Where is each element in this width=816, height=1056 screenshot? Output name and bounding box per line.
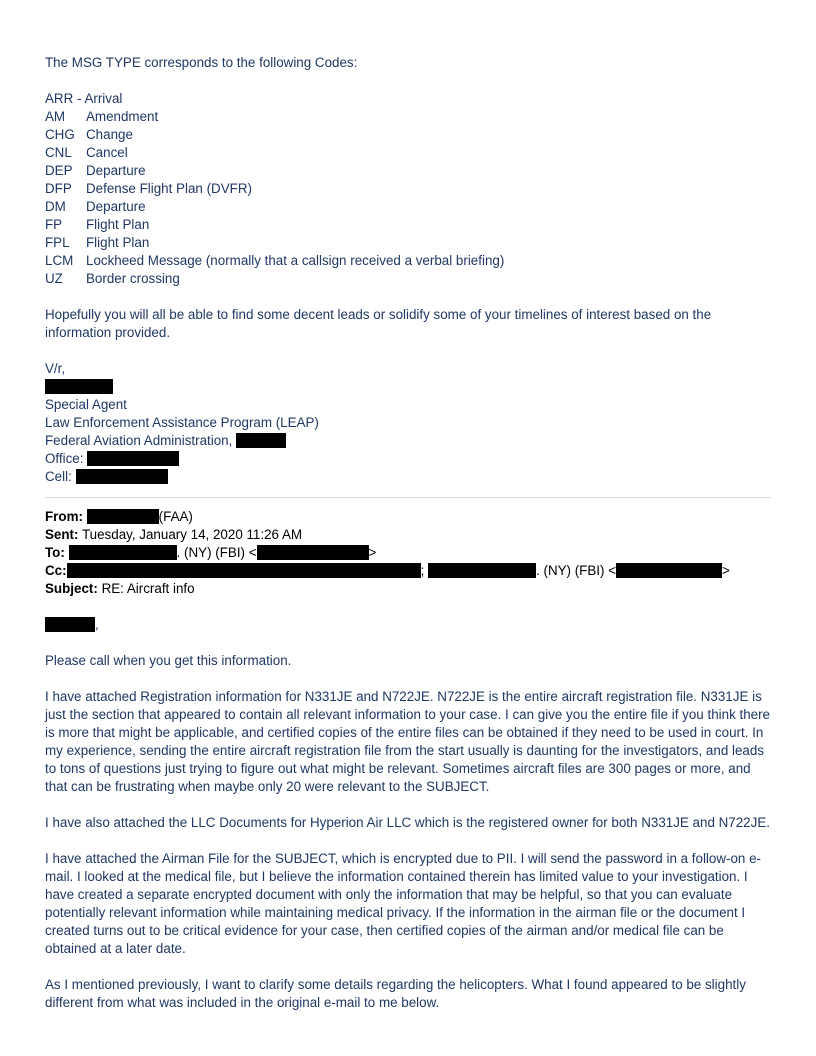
closing-paragraph: Hopefully you will all be able to find some decent leads or solidify some of your timelines of interest based on the information provided. — [45, 307, 712, 340]
subject-line — [45, 580, 771, 598]
email-document — [45, 54, 771, 1012]
signature-title: Special Agent — [45, 397, 127, 412]
code-label: AM — [45, 109, 66, 124]
codes-intro: The MSG TYPE corresponds to the following Codes: — [45, 55, 358, 70]
header-divider — [45, 497, 771, 498]
code-description: Border crossing — [86, 271, 180, 286]
redaction-box — [87, 509, 159, 524]
to-line — [45, 544, 771, 562]
redaction-box — [87, 451, 179, 466]
body-paragraph: I have attached the Airman File for the SUBJECT, which is encrypted due to PII. I will send the password in a follow-on e-mail. I looked at the medical file, but I believe the information contained therein has limited value to your investigation. I have created a separate encrypted document with only the information that may be helpful, so that you can evaluate potentially relevant information while maintaining medical privacy. If the information in the airman file or the document I created turns out to be critical evidence for your case, then certified copies of the airman and/or medical file can be obtained at a later date. — [45, 851, 762, 956]
code-label: CNL — [45, 145, 72, 160]
code-row-dep — [45, 162, 771, 180]
sent-line — [45, 526, 771, 544]
code-row-chg — [45, 126, 771, 144]
cc-end: > — [722, 563, 730, 578]
code-row-dm — [45, 198, 771, 216]
signature-program: Law Enforcement Assistance Program (LEAP) — [45, 415, 319, 430]
body-paragraph: As I mentioned previously, I want to clarify some details regarding the helicopters. What I found appeared to be slightly different from what was included in the original e-mail to me below. — [45, 977, 746, 1010]
sent-value: Tuesday, January 14, 2020 11:26 AM — [81, 527, 303, 542]
email-body — [45, 616, 771, 1012]
cc-line — [45, 562, 771, 580]
sent-label: Sent: — [45, 527, 79, 542]
body-paragraph: I have attached Registration information for N331JE and N722JE. N722JE is the entire aircraft registration file. N331JE is just the section that appeared to contain all relevant information to your case. I can give you the entire file if you think there is more that might be applicable, and certified copies of the entire files can be obtained if they need to be used in court. In my experience, sending the entire aircraft registration file from the start usually is daunting for the investigators, and leads to tons of questions just trying to figure out what might be relevant. Sometimes aircraft files are 300 pages or more, and that can be frustrating when maybe only 20 were relevant to the SUBJECT. — [45, 689, 771, 794]
body-paragraph: Please call when you get this information. — [45, 653, 292, 668]
code-label: UZ — [45, 271, 63, 286]
code-description: Cancel — [86, 145, 128, 160]
redaction-box — [76, 469, 168, 484]
msg-type-code-list — [45, 90, 771, 288]
from-line — [45, 508, 771, 526]
code-label: CHG — [45, 127, 75, 142]
code-label: DFP — [45, 181, 72, 196]
subject-value: RE: Aircraft info — [101, 581, 195, 596]
code-description: Defense Flight Plan (DVFR) — [86, 181, 252, 196]
code-label: FPL — [45, 235, 70, 250]
redaction-box — [428, 563, 536, 578]
code-row-cnl — [45, 144, 771, 162]
redaction-box — [257, 545, 369, 560]
code-row-fp — [45, 216, 771, 234]
email-header — [45, 508, 771, 598]
code-description: Flight Plan — [86, 235, 150, 250]
code-label: LCM — [45, 253, 74, 268]
cc-separator: ; — [420, 563, 425, 578]
code-description: Change — [86, 127, 133, 142]
code-description: Amendment — [86, 109, 159, 124]
from-label: From: — [45, 509, 83, 524]
signature-agency: Federal Aviation Administration, — [45, 433, 233, 448]
code-label: FP — [45, 217, 63, 232]
body-paragraph: I have also attached the LLC Documents for Hyperion Air LLC which is the registered owner for both N331JE and N722JE. — [45, 815, 770, 830]
to-mid: . (NY) (FBI) < — [176, 545, 257, 560]
to-label: To: — [45, 545, 65, 560]
code-description: Lockheed Message (normally that a callsign received a verbal briefing) — [86, 253, 505, 268]
code-row-lcm — [45, 252, 771, 270]
redaction-box — [69, 545, 177, 560]
code-row-fpl — [45, 234, 771, 252]
office-label: Office: — [45, 451, 84, 466]
code-label: DEP — [45, 163, 73, 178]
to-end: > — [368, 545, 377, 560]
valediction: V/r, — [45, 361, 66, 376]
code-row-dfp — [45, 180, 771, 198]
code-row-arr — [45, 90, 771, 108]
redaction-box — [45, 617, 95, 632]
code-description: - Arrival — [77, 91, 123, 106]
greeting-suffix: , — [95, 617, 99, 632]
code-description: Departure — [86, 163, 146, 178]
redaction-box — [45, 379, 113, 394]
redaction-box — [616, 563, 722, 578]
from-suffix: (FAA) — [158, 509, 193, 524]
cc-mid: . (NY) (FBI) < — [536, 563, 617, 578]
code-description: Departure — [86, 199, 146, 214]
code-description: Flight Plan — [86, 217, 150, 232]
code-row-am — [45, 108, 771, 126]
code-row-uz — [45, 270, 771, 288]
code-label: ARR — [45, 91, 74, 106]
redaction-box — [67, 563, 421, 578]
signature-block — [45, 360, 771, 486]
cell-label: Cell: — [45, 469, 72, 484]
cc-label: Cc: — [45, 563, 67, 578]
redaction-box — [236, 433, 286, 448]
subject-label: Subject: — [45, 581, 98, 596]
code-label: DM — [45, 199, 66, 214]
greeting — [45, 616, 771, 634]
